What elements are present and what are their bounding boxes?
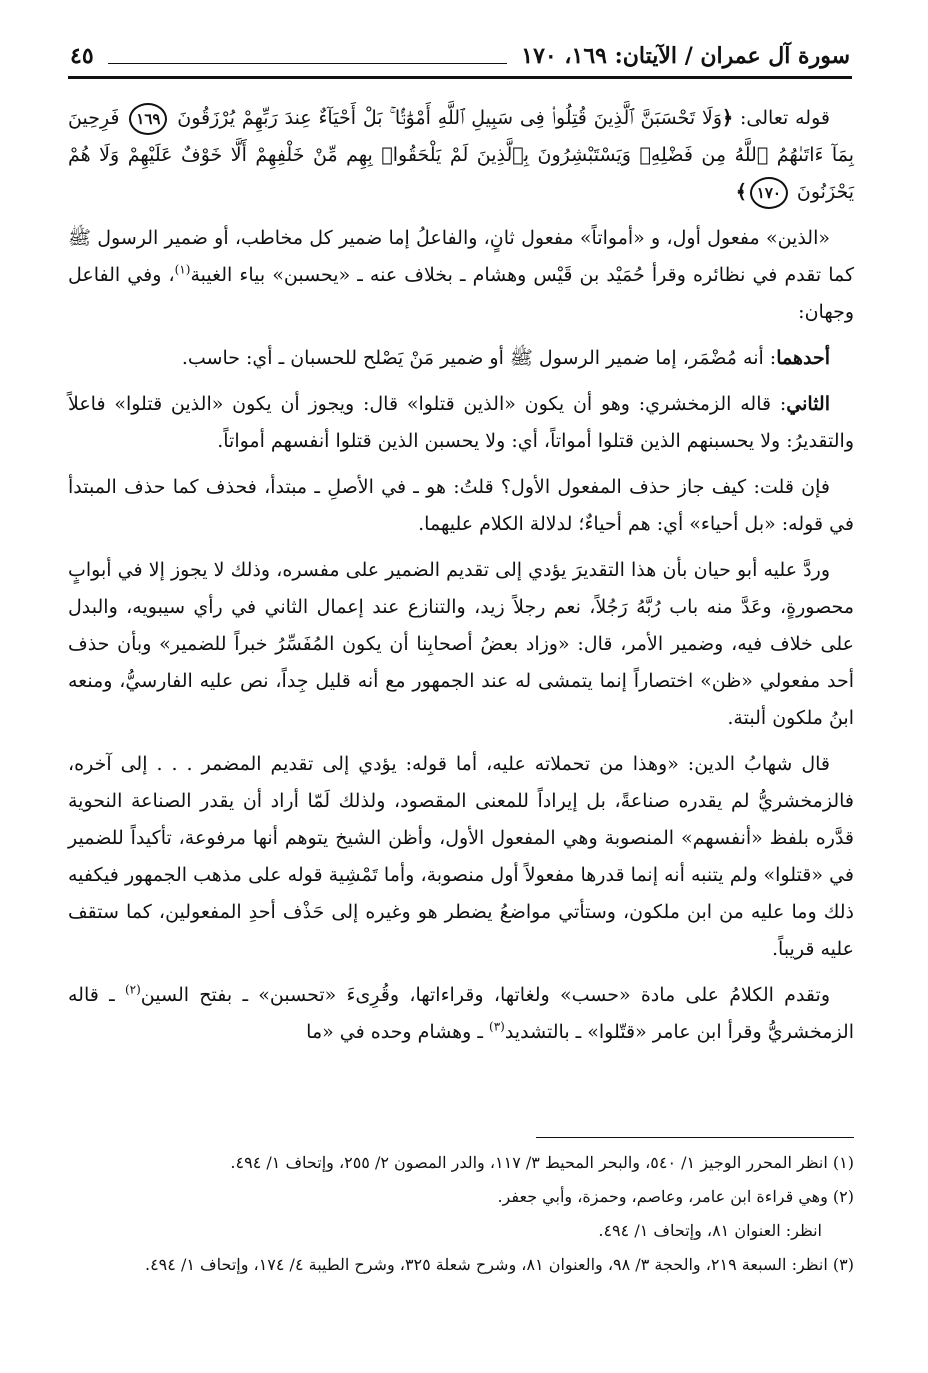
paragraph-text: «الذين» مفعول أول، و «أمواتاً» مفعول ثانٍ، والفاعلُ إما ضمير كل مخاطب، أو ضمير الرسول ﷺ كما تقدم في نظائره وقرأ حُمَيْد بن قَيْس وهشام ـ بخلاف عنه ـ «يحسبن» بياء الغيبة	[68, 227, 855, 286]
verse-number-170: ١٧٠	[750, 177, 788, 209]
running-header	[70, 36, 850, 76]
label-first: أحدهما	[776, 347, 830, 369]
paragraph-text: : أنه مُضْمَر، إما ضمير الرسول ﷺ أو ضمير مَنْ يَصْلح للحسبان ـ أي: حاسب.	[181, 347, 777, 369]
paragraph-abu-hayyan: وردَّ عليه أبو حيان بأن هذا التقديرَ يؤدي إلى تقديم الضمير على مفسره، وذلك لا يجوز إلا في أبوابٍ محصورةٍ، وعَدَّ منه باب رُبَّهُ رَجُلاً، نعم رجلاً زيد، والتنازع عند إعمال الثاني في رأي سيبويه، والبدل على خلاف فيه، وضمير الأمر، قال: «وزاد بعضُ أصحابِنا أن يكون المُفَسِّرُ خبراً للضمير» وبأن حذف أحد مفعولي «ظن» اختصاراً إنما يتمشى له عند الجمهور مع أنه قليل جِداً، نص عليه الفارسيُّ، ومنعه ابنُ ملكون ألبتة.	[68, 559, 854, 729]
verse-close-brace: ﴾	[735, 181, 747, 203]
paragraph-readings	[68, 977, 854, 1051]
main-text	[68, 100, 854, 1060]
footnote-ref-2[interactable]: (٢)	[124, 982, 141, 997]
paragraph-text: وتقدم الكلامُ على مادة «حسب» ولغاتها، وقراءاتها، وقُرِىءَ «تحسبن» ـ بفتح السين	[140, 984, 830, 1006]
footnote-2: (٢) وهي قراءة ابن عامر، وعاصم، وحمزة، وأبي جعفر.	[497, 1187, 854, 1206]
verse-170: فَرِحِينَ بِمَآ ءَاتَىٰهُمُ ٱللَّهُ مِن فَضْلِهِۦ وَيَسْتَبْشِرُونَ بِٱلَّذِينَ لَمْ يَلْحَقُوا۟ بِهِم مِّنْ خَلْفِهِمْ أَلَّا خَوْفٌ عَلَيْهِمْ وَلَا هُمْ يَحْزَنُونَ	[68, 107, 854, 203]
paragraph-text: ـ وهشام وحده في «ما	[306, 1021, 489, 1043]
paragraph-grammar	[68, 220, 854, 331]
paragraph-text: ـ قاله الزمخشريُّ وقرأ ابن عامر «قتّلوا» ـ بالتشديد	[68, 984, 854, 1043]
footnote-ref-3[interactable]: (٣)	[489, 1019, 505, 1034]
verse-paragraph	[68, 100, 854, 211]
verse-number-169: ١٦٩	[129, 103, 167, 135]
verse-intro: قوله تعالى:	[733, 107, 830, 129]
paragraph-text: : قاله الزمخشري: وهو أن يكون «الذين قتلوا» قال: ويجوز أن يكون «الذين قتلوا» فاعلاً والتقديرُ: ولا يحسبنهم الذين قتلوا أمواتاً، أي: ولا يحسبن الذين قتلوا أنفسهم أمواتاً.	[68, 393, 854, 452]
paragraph-question: فإن قلت: كيف جاز حذف المفعول الأول؟ قلتُ: هو ـ في الأصلِ ـ مبتدأ، فحذف كما حذف المبتدأ في قوله: «بل أحياء» أي: هم أحياءٌ؛ لدلالة الكلام عليهما.	[68, 476, 854, 535]
verse-169: وَلَا تَحْسَبَنَّ ٱلَّذِينَ قُتِلُوا۟ فِى سَبِيلِ ٱللَّهِ أَمْوَٰتًۢا ۚ بَلْ أَحْيَآءٌ عِندَ رَبِّهِمْ يُرْزَقُونَ	[177, 107, 723, 129]
header-line	[108, 63, 508, 64]
footnote-3: (٣) انظر: السبعة ٢١٩، والحجة ٣/ ٩٨، والعنوان ٨١، وشرح شعلة ٣٢٥، وشرح الطيبة ٤/ ١٧٤، وإتحاف ١/ ٤٩٤.	[144, 1255, 854, 1274]
paragraph-text: ، وفي الفاعل وجهان:	[68, 264, 854, 323]
header-title: سورة آل عمران / الآيتان: ١٦٩، ١٧٠	[521, 43, 850, 69]
paragraph-second-view	[68, 386, 854, 460]
page-number: ٤٥	[70, 43, 94, 69]
paragraph-first-view	[68, 340, 854, 377]
footnotes	[68, 1148, 854, 1284]
label-second: الثاني	[786, 393, 830, 415]
footnote-2-continued: انظر: العنوان ٨١، وإتحاف ١/ ٤٩٤.	[598, 1221, 822, 1240]
footnote-1: (١) انظر المحرر الوجيز ١/ ٥٤٠، والبحر المحيط ٣/ ١١٧، والدر المصون ٢/ ٢٥٥، وإتحاف ١/ ٤٩٤.	[230, 1153, 854, 1172]
paragraph-shihab: قال شهابُ الدين: «وهذا من تحملاته عليه، أما قوله: يؤدي إلى تقديم المضمر . . . إلى آخره، فالزمخشريُّ لم يقدره صناعةً، بل إيراداً للمعنى المقصود، ولذلك لَمّا أراد أن يقدر الصناعة النحوية قدَّره بلفظ «أنفسهم» المنصوبة وهي المفعول الأول، وأظن الشيخ يتوهم أنها مرفوعة، تأكيداً للضمير في «قتلوا» ولم يتنبه أنه إنما قدرها مفعولاً أول منصوبة، وأما تَمْشِية قوله على مذهب الجمهور فيكفيه ذلك وما عليه من ابن ملكون، وستأتي مواضعُ يضطر هو وغيره إلى حَذْف أحدِ المفعولين، كما ستقف عليه قريباً.	[68, 753, 854, 960]
footnote-ref-1[interactable]: (١)	[174, 262, 191, 277]
header-rule	[68, 76, 852, 79]
verse-open-brace: ﴿	[722, 107, 734, 129]
footnote-separator	[536, 1137, 854, 1138]
